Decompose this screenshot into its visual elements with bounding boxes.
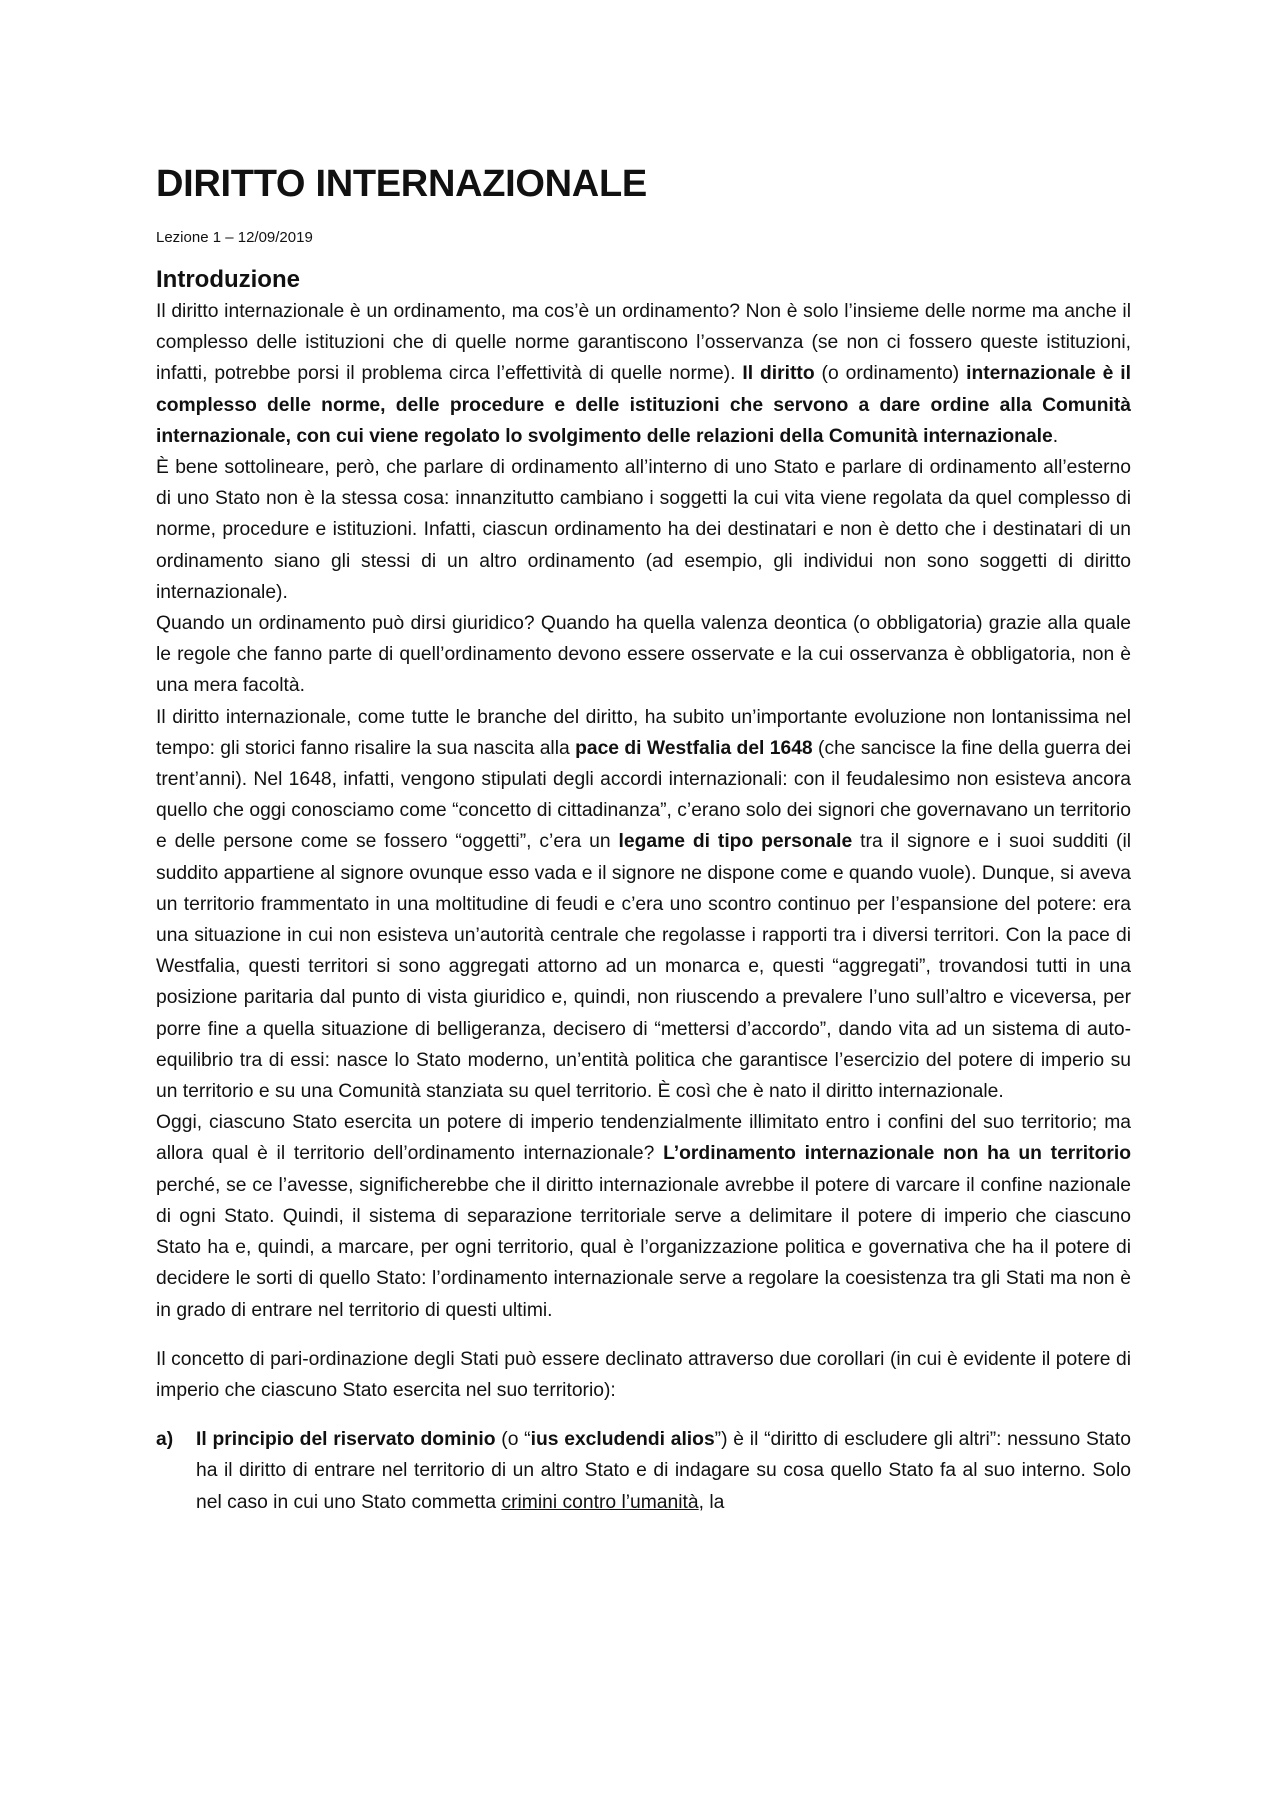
text-run: (o ordinamento) xyxy=(814,363,967,385)
bold-run: pace di Westfalia del 1648 xyxy=(575,737,813,759)
lesson-date: Lezione 1 – 12/09/2019 xyxy=(156,229,313,246)
document-title: DIRITTO INTERNAZIONALE xyxy=(156,163,647,205)
text-run: , la xyxy=(698,1491,725,1513)
paragraph-definition xyxy=(156,296,1131,452)
bold-run: L’ordinamento internazionale non ha un territorio xyxy=(663,1143,1131,1165)
list-item-text xyxy=(196,1424,1131,1518)
underlined-run: crimini contro l’umanità xyxy=(501,1491,699,1513)
text-run: tra il signore e i suoi sudditi (il suddito appartiene al signore ovunque esso vada e il signore ne dispone come e quando vuole). Dunque, si aveva un territorio frammentato in una moltitudine di feudi e c’era uno scontro continuo per l’espansione del potere: era una situazione in cui non esisteva un’autorità centrale che regolasse i rapporti tra i diversi territori. Con la pace di Westfalia, questi territori si sono aggregati attorno ad un monarca e, questi “aggregati”, trovandosi tutti in una posizione paritaria dal punto di vista giuridico e, quindi, non riuscendo a prevalere l’uno sull’altro e viceversa, per porre fine a quella situazione di belligeranza, decisero di “mettersi d’accordo”, dando vita ad un sistema di auto-equilibrio tra di essi: nasce lo Stato moderno, un’entità politica che garantisce l’esercizio del potere di imperio su un territorio e su una Comunità stanziata su quel territorio. È così che è nato il diritto internazionale. xyxy=(156,831,1132,1103)
paragraph-corollaries: Il concetto di pari-ordinazione degli Stati può essere declinato attraverso due corollari (in cui è evidente il potere di imperio che ciascuno Stato esercita nel suo territorio): xyxy=(156,1348,1131,1401)
bold-run: Il principio del riservato dominio xyxy=(196,1429,496,1451)
paragraph-territory xyxy=(156,1107,1131,1325)
bold-run: legame di tipo personale xyxy=(618,831,853,853)
bold-run: Il diritto xyxy=(742,363,815,385)
list-marker: a) xyxy=(156,1429,174,1451)
bold-run: ius excludendi alios xyxy=(530,1429,715,1451)
text-run: ”) è il “diritto di escludere gli altri”: nessuno Stato ha il diritto di entrare nel territorio di un altro Stato e di indagare su cosa quello Stato fa al suo interno. Solo nel caso in cui uno Stato commetta xyxy=(196,1429,1131,1513)
text-run: Oggi, ciascuno Stato esercita un potere di imperio tendenzialmente illimitato entro i confini del suo territorio; ma allora qual è il territorio dell’ordinamento internazionale? xyxy=(156,1112,1131,1165)
corollary-list xyxy=(156,1424,1131,1518)
list-item xyxy=(156,1424,1131,1518)
paragraph-westphalia xyxy=(156,702,1131,1108)
text-run: perché, se ce l’avesse, significherebbe che il diritto internazionale avrebbe il potere di varcare il confine nazionale di ogni Stato. Quindi, il sistema di separazione territoriale serve a delimitare il potere di imperio che ciascuno Stato ha e, quindi, a marcare, per ogni territorio, qual è l’organizzazione politica e governativa che ha il potere di decidere le sorti di quello Stato: l’ordinamento internazionale serve a regolare la coesistenza tra gli Stati ma non è in grado di entrare nel territorio di questi ultimi. xyxy=(156,1174,1131,1321)
document-body xyxy=(156,160,1131,1518)
text-run: (o “ xyxy=(495,1429,531,1451)
text-run: . xyxy=(1052,425,1059,447)
text-run: Il diritto internazionale, come tutte le branche del diritto, ha subito un’importante evoluzione non lontanissima nel tempo: gli storici fanno risalire la sua nascita alla xyxy=(156,706,1131,759)
paragraph-juridical: Quando un ordinamento può dirsi giuridico? Quando ha quella valenza deontica (o obbligatoria) grazie alla quale le regole che fanno parte di quell’ordinamento devono essere osservate e la cui osservanza è obbligatoria, non è una mera facoltà. xyxy=(156,613,1131,697)
paragraph-internal-external: È bene sottolineare, però, che parlare di ordinamento all’interno di uno Stato e parlare di ordinamento all’esterno di uno Stato non è la stessa cosa: innanzitutto cambiano i soggetti la cui vita viene regolata da quel complesso di norme, procedure e istituzioni. Infatti, ciascun ordinamento ha dei destinatari e non è detto che i destinatari di un ordinamento siano gli stessi di un altro ordinamento (ad esempio, gli individui non sono soggetti di diritto internazionale). xyxy=(156,457,1131,603)
section-heading: Introduzione xyxy=(156,266,300,293)
text-run: (che sancisce la fine della guerra dei trent’anni). Nel 1648, infatti, vengono stipulati degli accordi internazionali: con il feudalesimo non esisteva ancora quello che oggi conosciamo come “concetto di cittadinanza”, c’erano solo dei signori che governavano un territorio e delle persone come se fossero “oggetti”, c’era un xyxy=(156,737,1132,853)
bold-run: internazionale è il complesso delle norme, delle procedure e delle istituzioni che servono a dare ordine alla Comunità internazionale, con cui viene regolato lo svolgimento delle relazioni della Comunità internazionale xyxy=(156,363,1132,447)
text-run: Il diritto internazionale è un ordinamento, ma cos’è un ordinamento? Non è solo l’insieme delle norme ma anche il complesso delle istituzioni che di quelle norme garantiscono l’osservanza (se non ci fossero queste istituzioni, infatti, potrebbe porsi il problema circa l’effettività di quelle norme). xyxy=(156,301,1131,385)
